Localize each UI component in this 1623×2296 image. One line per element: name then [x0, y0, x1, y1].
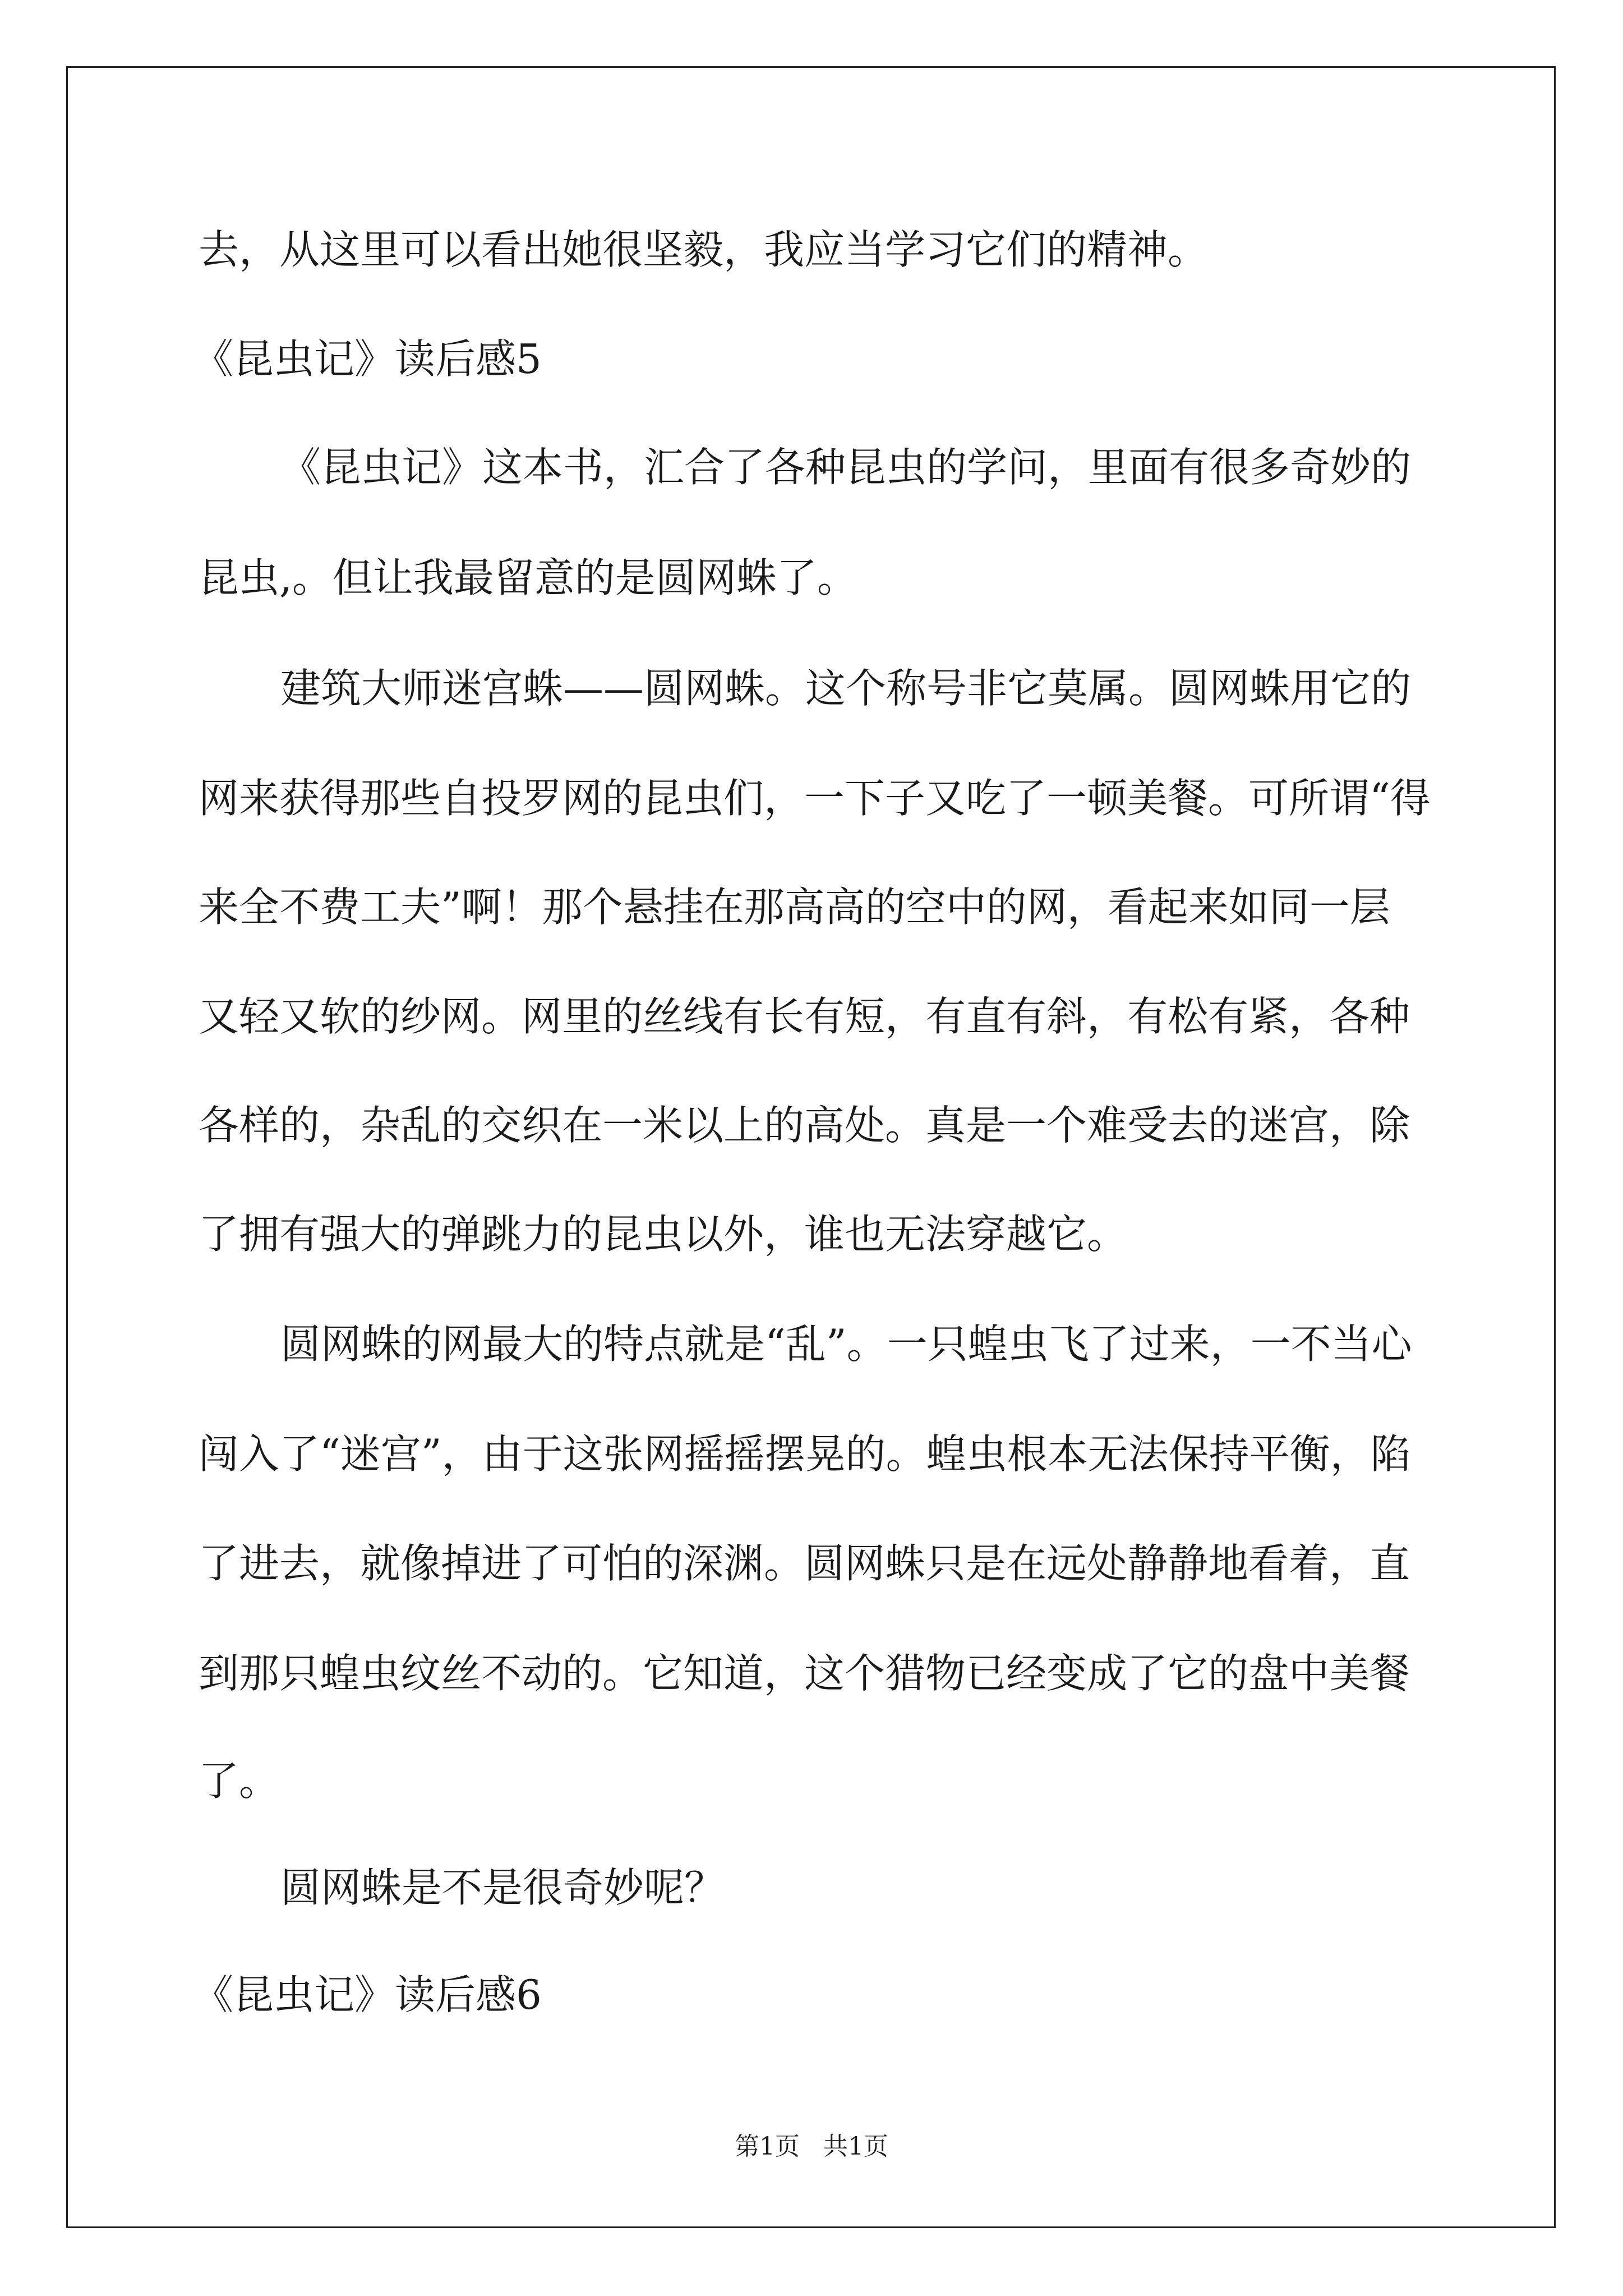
paragraph-line: 网来获得那些自投罗网的昆虫们，一下子又吃了一顿美餐。可所谓“得 — [199, 775, 1431, 822]
page-footer — [0, 2133, 1623, 2161]
paragraph-line: 各样的，杂乱的交织在一米以上的高处。真是一个难受去的迷宫，除 — [199, 1102, 1410, 1149]
paragraph-line: 圆网蛛的网最大的特点就是“乱”。一只蝗虫飞了过来，一不当心 — [280, 1320, 1412, 1368]
paragraph-line: 了。 — [199, 1757, 280, 1805]
page-total: 共1页 — [823, 2132, 888, 2161]
paragraph-line: 又轻又软的纱网。网里的丝线有长有短，有直有斜，有松有紧，各种 — [199, 993, 1410, 1040]
paragraph-line: 来全不费工夫”啊！那个悬挂在那高高的空中的网，看起来如同一层 — [199, 884, 1390, 931]
section-heading: 《昆虫记》读后感5 — [193, 335, 542, 383]
paragraph-line: 去，从这里可以看出她很坚毅，我应当学习它们的精神。 — [199, 226, 1209, 273]
paragraph-line: 到那只蝗虫纹丝不动的。它知道，这个猎物已经变成了它的盘中美餐 — [199, 1650, 1410, 1697]
paragraph-line: 了进去，就像掉进了可怕的深渊。圆网蛛只是在远处静静地看着，直 — [199, 1540, 1410, 1587]
paragraph-line: 昆虫,。但让我最留意的是圆网蛛了。 — [199, 554, 857, 601]
section-heading: 《昆虫记》读后感6 — [193, 1971, 542, 2018]
page-number: 第1页 — [735, 2132, 800, 2161]
paragraph-line: 圆网蛛是不是很奇妙呢？ — [280, 1864, 725, 1911]
paragraph-line: 闯入了“迷宫”，由于这张网摇摇摆晃的。蝗虫根本无法保持平衡，陷 — [199, 1430, 1411, 1478]
paragraph-line: 建筑大师迷宫蛛——圆网蛛。这个称号非它莫属。圆网蛛用它的 — [280, 665, 1412, 712]
paragraph-line: 《昆虫记》这本书，汇合了各种昆虫的学问，里面有很多奇妙的 — [280, 444, 1412, 491]
paragraph-line: 了拥有强大的弹跳力的昆虫以外，谁也无法穿越它。 — [199, 1211, 1128, 1258]
